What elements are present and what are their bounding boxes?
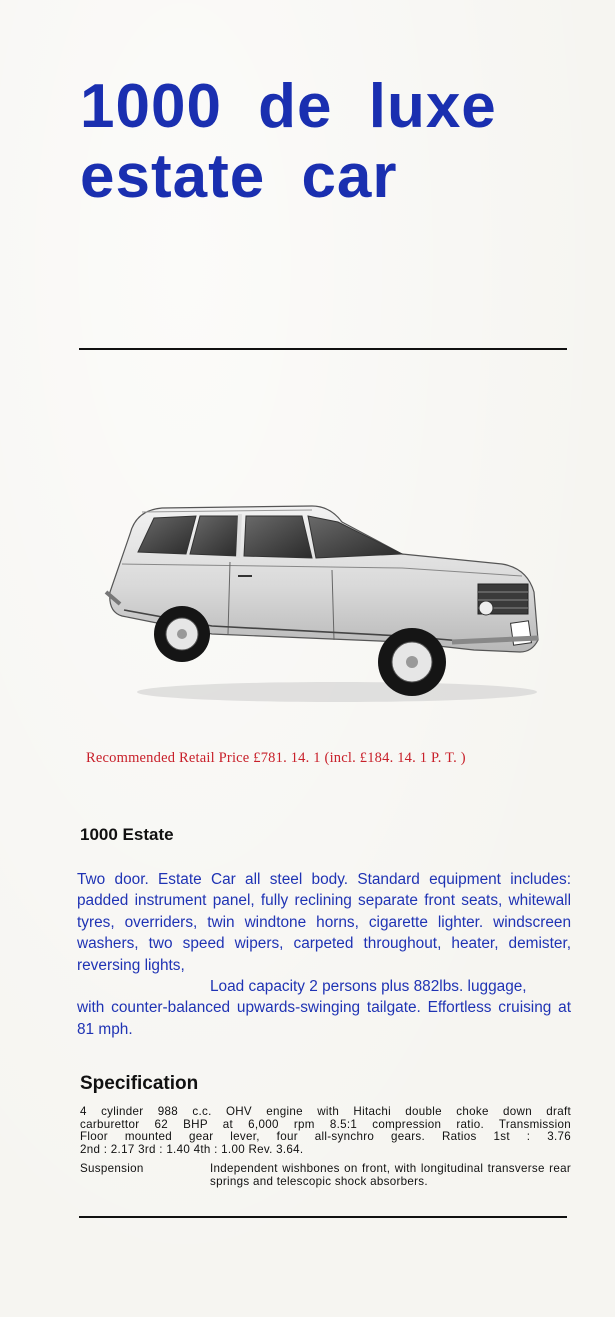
top-divider xyxy=(79,348,567,350)
estate-description-load-capacity: Load capacity 2 persons plus 882lbs. luggage, xyxy=(210,978,527,996)
estate-car-photo xyxy=(102,492,542,707)
estate-description xyxy=(77,869,571,1040)
estate-heading: 1000 Estate xyxy=(80,825,174,844)
page-title xyxy=(80,72,497,212)
spec-line-3: Floor mounted gear lever, four all-synchro gears. Ratios 1st : 3.76 xyxy=(80,1130,571,1144)
suspension-value: Independent wishbones on front, with longitudinal transverse rear springs and telescopic shock absorbers. xyxy=(210,1162,571,1188)
recommended-retail-price: Recommended Retail Price £781. 14. 1 (incl. £184. 14. 1 P. T. ) xyxy=(86,750,466,766)
spec-line-4: 2nd : 2.17 3rd : 1.40 4th : 1.00 Rev. 3.64. xyxy=(80,1142,304,1156)
bottom-divider xyxy=(79,1216,567,1218)
specification-heading: Specification xyxy=(80,1073,199,1094)
title-line-2: estate car xyxy=(80,142,398,211)
estate-description-para-2: with counter-balanced upwards-swinging tailgate. Effortless cruising at 81 mph. xyxy=(77,999,571,1038)
specification-text xyxy=(80,1106,571,1156)
title-line-1: 1000 de luxe xyxy=(80,72,497,141)
spec-line-2: carburettor 62 BHP at 6,000 rpm 8.5:1 compression ratio. Transmission xyxy=(80,1117,571,1131)
estate-description-para-1: Two door. Estate Car all steel body. Standard equipment includes: padded instrument panel, fully reclining separate front seats, whitewall tyres, overriders, twin windtone horns, cigarette lighter. windscreen washers, two speed wipers, carpeted throughout, heater, demister, reversing lights, xyxy=(77,871,571,974)
suspension-label: Suspension xyxy=(80,1162,144,1175)
spec-line-1: 4 cylinder 988 c.c. OHV engine with Hitachi double choke down draft xyxy=(80,1105,571,1118)
